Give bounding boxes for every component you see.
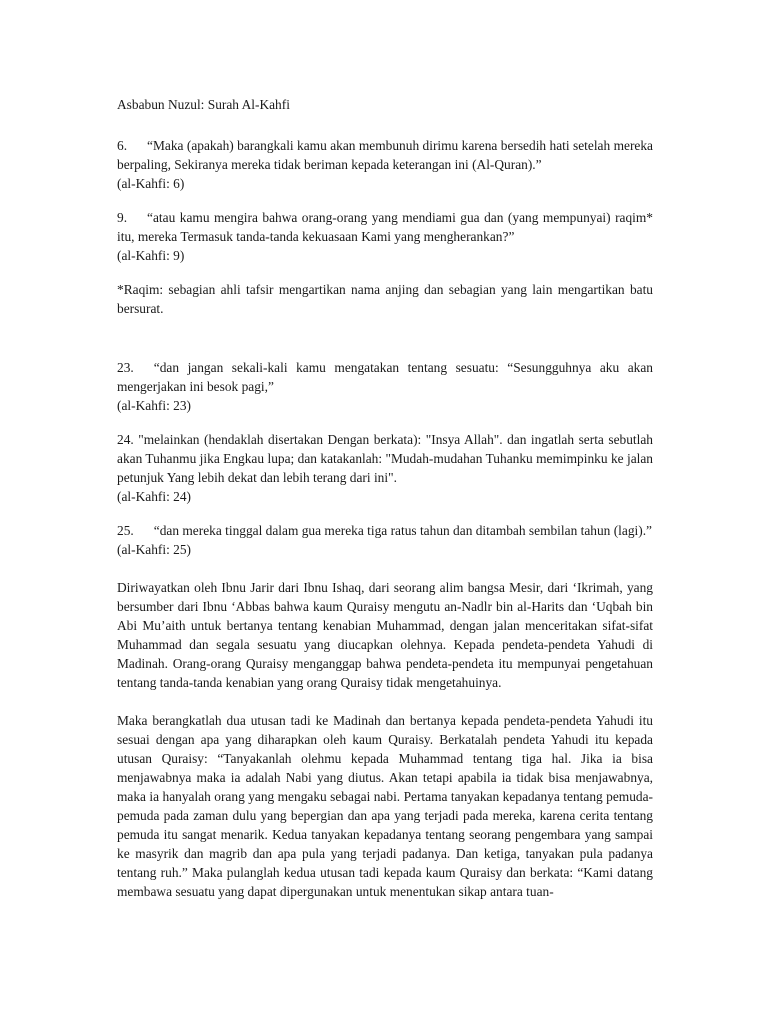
verse-block-24	[117, 430, 653, 506]
verse-text	[117, 136, 653, 174]
verse-number: 9.	[117, 210, 128, 225]
document-title: Asbabun Nuzul: Surah Al-Kahfi	[117, 97, 290, 112]
verse-reference: (al-Kahfi: 6)	[117, 176, 185, 191]
verse-block-23	[117, 358, 653, 415]
verse-text	[117, 521, 653, 540]
paragraph-text: Diriwayatkan oleh Ibnu Jarir dari Ibnu Ishaq, dari seorang alim bangsa Mesir, dari ‘Ikrimah, yang bersumber dari Ibnu ‘Abbas bahwa kaum Quraisy mengutu an-Nadlr bin al-Harits dan ‘Uqbah bin Abi Mu’aith untuk bertanya tentang kenabian Muhammad, dengan jalan menceritakan sifat-sifat Muhammad dan segala sesuatu yang diucapkan olehnya. Kepada pendeta-pendeta Yahudi di Madinah. Orang-orang Quraisy menganggap bahwa pendeta-pendeta itu mempunyai pengetahuan tentang tanda-tanda kenabian yang orang Quraisy tidak mengetahuinya.	[117, 580, 653, 690]
verse-content: “dan mereka tinggal dalam gua mereka tiga ratus tahun dan ditambah sembilan tahun (lagi).”	[153, 523, 652, 538]
verse-number: 23.	[117, 360, 134, 375]
verse-number: 25.	[117, 523, 134, 538]
paragraph-text: Maka berangkatlah dua utusan tadi ke Madinah dan bertanya kepada pendeta-pendeta Yahudi itu sesuai dengan apa yang diharapkan oleh kaum Quraisy. Berkatalah pendeta Yahudi itu kepada utusan Quraisy: “Tanyakanlah olehmu kepada Muhammad tentang tiga hal. Jika ia bisa menjawabnya maka ia adalah Nabi yang diutus. Akan tetapi apabila ia tidak bisa menjawabnya, maka ia hanyalah orang yang mengaku sebagai nabi. Pertama tanyakan kepadanya tentang pemuda-pemuda pada zaman dulu yang bepergian dan apa yang terjadi pada mereka, karena cerita tentang pemuda itu sangat menarik. Kedua tanyakan kepadanya tentang seorang pengembara yang sampai ke masyrik dan magrib dan apa pula yang terjadi padanya. Dan ketiga, tanyakan pula padanya tentang ruh.” Maka pulanglah kedua utusan tadi kepada kaum Quraisy dan berkata: “Kami datang membawa sesuatu yang dapat dipergunakan untuk menentukan sikap antara tuan-	[117, 713, 653, 899]
body-paragraph-2	[117, 711, 653, 901]
verse-text	[117, 208, 653, 246]
verse-content: “Maka (apakah) barangkali kamu akan membunuh dirimu karena bersedih hati setelah mereka berpaling, Sekiranya mereka tidak beriman kepada keterangan ini (Al-Quran).”	[117, 138, 653, 172]
verse-text	[117, 430, 653, 487]
verse-block-9	[117, 208, 653, 265]
verse-reference: (al-Kahfi: 23)	[117, 398, 191, 413]
verse-reference: (al-Kahfi: 25)	[117, 542, 191, 557]
verse-number: 24.	[117, 432, 134, 447]
verse-reference: (al-Kahfi: 9)	[117, 248, 185, 263]
footnote-text: *Raqim: sebagian ahli tafsir mengartikan nama anjing dan sebagian yang lain mengartikan batu bersurat.	[117, 282, 653, 316]
body-paragraph-1	[117, 578, 653, 692]
verse-content: "melainkan (hendaklah disertakan Dengan berkata): "Insya Allah". dan ingatlah serta sebutlah akan Tuhanmu jika Engkau lupa; dan katakanlah: "Mudah-mudahan Tuhanku memimpinku ke jalan petunjuk Yang lebih dekat dan lebih terang dari ini".	[117, 432, 653, 485]
verse-block-6	[117, 136, 653, 193]
verse-reference: (al-Kahfi: 24)	[117, 489, 191, 504]
verse-block-25	[117, 521, 653, 559]
raqim-footnote	[117, 280, 653, 318]
verse-number: 6.	[117, 138, 128, 153]
verse-text	[117, 358, 653, 396]
verse-content: “dan jangan sekali-kali kamu mengatakan tentang sesuatu: “Sesungguhnya aku akan mengerjakan ini besok pagi,”	[117, 360, 653, 394]
verse-content: “atau kamu mengira bahwa orang-orang yang mendiami gua dan (yang mempunyai) raqim* itu, mereka Termasuk tanda-tanda kekuasaan Kami yang mengherankan?”	[117, 210, 653, 244]
document-page	[117, 95, 653, 920]
